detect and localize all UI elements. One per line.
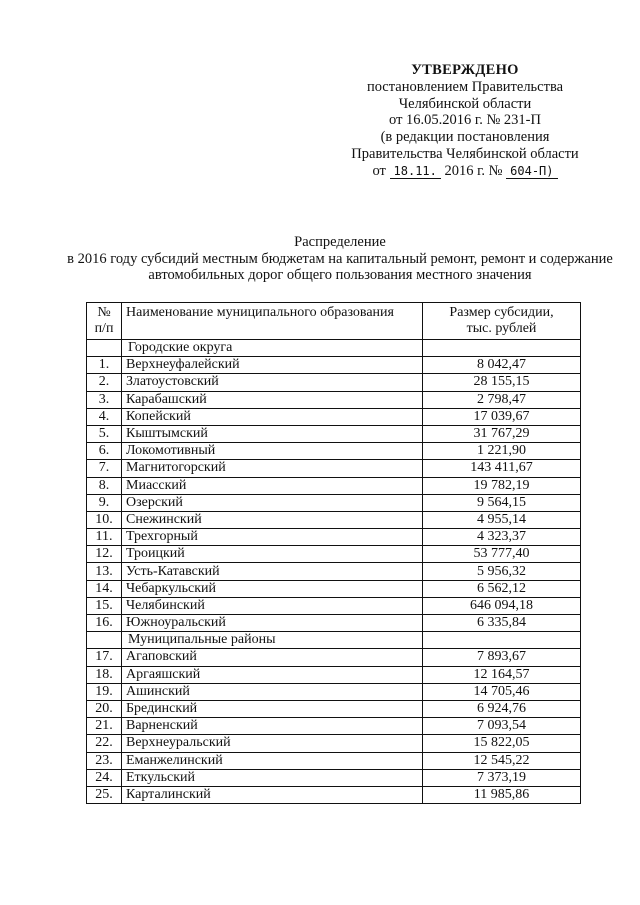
header-amount: [423, 303, 581, 340]
row-name: Миасский: [122, 477, 423, 494]
table-row: [87, 700, 581, 717]
subsidy-table: [86, 302, 581, 804]
row-name: Магнитогорский: [122, 460, 423, 477]
from-prefix: от: [372, 162, 386, 179]
row-amount: 2 798,47: [423, 391, 581, 408]
table-row: [87, 443, 581, 460]
row-number: 17.: [87, 649, 122, 666]
row-name: Ашинский: [122, 683, 423, 700]
row-amount: 6 562,12: [423, 580, 581, 597]
row-number: 23.: [87, 752, 122, 769]
table-row: [87, 391, 581, 408]
table-row: [87, 494, 581, 511]
approval-edit-line: [330, 163, 600, 180]
section-label: Муниципальные районы: [122, 632, 423, 649]
table-header-row: [87, 303, 581, 340]
row-amount: 15 822,05: [423, 735, 581, 752]
row-amount: 7 373,19: [423, 769, 581, 786]
row-name: Карабашский: [122, 391, 423, 408]
handwritten-date: 18.11.: [390, 165, 441, 179]
table-row: [87, 460, 581, 477]
row-number: 4.: [87, 408, 122, 425]
row-number: 2.: [87, 374, 122, 391]
heading-subtitle: в 2016 году субсидий местным бюджетам на капитальный ремонт, ремонт и содержание автомобильных дорог общего пользования местного значения: [67, 250, 613, 284]
table-row: [87, 357, 581, 374]
row-name: Копейский: [122, 408, 423, 425]
table-row: [87, 718, 581, 735]
section-row-districts: [87, 632, 581, 649]
row-number: 15.: [87, 597, 122, 614]
row-number: 16.: [87, 615, 122, 632]
document-heading: [60, 234, 620, 284]
row-name: Озерский: [122, 494, 423, 511]
approval-line: постановлением Правительства: [366, 78, 564, 95]
row-amount: 31 767,29: [423, 425, 581, 442]
row-name: Златоустовский: [122, 374, 423, 391]
row-name: Верхнеуфалейский: [122, 357, 423, 374]
row-name: Варненский: [122, 718, 423, 735]
row-name: Трехгорный: [122, 529, 423, 546]
row-name: Брединский: [122, 700, 423, 717]
year-part: 2016 г. №: [444, 162, 503, 179]
row-name: Еткульский: [122, 769, 423, 786]
header-number-line2: п/п: [94, 321, 114, 336]
row-number: 5.: [87, 425, 122, 442]
row-name: Аргаяшский: [122, 666, 423, 683]
row-amount: 28 155,15: [423, 374, 581, 391]
table-row: [87, 786, 581, 803]
row-name: Кыштымский: [122, 425, 423, 442]
row-amount: 11 985,86: [423, 786, 581, 803]
table-row: [87, 425, 581, 442]
table-row: [87, 580, 581, 597]
row-name: Южноуральский: [122, 615, 423, 632]
table-row: [87, 477, 581, 494]
row-amount: 7 893,67: [423, 649, 581, 666]
row-amount: 14 705,46: [423, 683, 581, 700]
row-amount: 8 042,47: [423, 357, 581, 374]
row-name: Еманжелинский: [122, 752, 423, 769]
approval-line: (в редакции постановления: [380, 129, 550, 146]
row-number: 12.: [87, 546, 122, 563]
approval-line: Челябинской области: [398, 95, 532, 112]
table-row: [87, 529, 581, 546]
row-amount: 7 093,54: [423, 718, 581, 735]
row-amount: 6 924,76: [423, 700, 581, 717]
table-row: [87, 408, 581, 425]
row-amount: 53 777,40: [423, 546, 581, 563]
section-label: Городские округа: [122, 340, 423, 357]
row-number: 9.: [87, 494, 122, 511]
row-number: 21.: [87, 718, 122, 735]
row-number: 1.: [87, 357, 122, 374]
row-amount: 12 164,57: [423, 666, 581, 683]
row-number: 3.: [87, 391, 122, 408]
header-amount-line1: Размер субсидии,: [449, 305, 554, 320]
approval-line: от 16.05.2016 г. № 231-П: [389, 112, 541, 129]
table-row: [87, 735, 581, 752]
header-amount-line2: тыс. рублей: [466, 321, 537, 336]
row-amount: 19 782,19: [423, 477, 581, 494]
approval-title: УТВЕРЖДЕНО: [411, 62, 519, 78]
row-name: Агаповский: [122, 649, 423, 666]
section-row-urban: [87, 340, 581, 357]
row-name: Чебаркульский: [122, 580, 423, 597]
row-number: 18.: [87, 666, 122, 683]
table-row: [87, 374, 581, 391]
table-row: [87, 563, 581, 580]
row-amount: 1 221,90: [423, 443, 581, 460]
row-number: 13.: [87, 563, 122, 580]
row-amount: 9 564,15: [423, 494, 581, 511]
row-number: 11.: [87, 529, 122, 546]
table-row: [87, 546, 581, 563]
table-row: [87, 597, 581, 614]
row-number: 6.: [87, 443, 122, 460]
header-name: Наименование муниципального образования: [122, 303, 423, 340]
row-amount: 143 411,67: [423, 460, 581, 477]
heading-title: Распределение: [294, 234, 386, 250]
header-number-line1: №: [97, 305, 111, 320]
table-row: [87, 683, 581, 700]
row-amount: 17 039,67: [423, 408, 581, 425]
row-name: Снежинский: [122, 511, 423, 528]
row-name: Локомотивный: [122, 443, 423, 460]
row-number: 22.: [87, 735, 122, 752]
row-number: 7.: [87, 460, 122, 477]
row-number: 10.: [87, 511, 122, 528]
row-amount: 12 545,22: [423, 752, 581, 769]
table-row: [87, 752, 581, 769]
row-name: Троицкий: [122, 546, 423, 563]
row-number: 20.: [87, 700, 122, 717]
row-amount: 6 335,84: [423, 615, 581, 632]
row-amount: 5 956,32: [423, 563, 581, 580]
row-amount: 646 094,18: [423, 597, 581, 614]
table-row: [87, 649, 581, 666]
row-name: Усть-Катавский: [122, 563, 423, 580]
row-number: 25.: [87, 786, 122, 803]
row-number: 24.: [87, 769, 122, 786]
table-row: [87, 615, 581, 632]
row-name: Челябинский: [122, 597, 423, 614]
row-number: 14.: [87, 580, 122, 597]
table-row: [87, 666, 581, 683]
table-row: [87, 511, 581, 528]
row-amount: 4 955,14: [423, 511, 581, 528]
row-name: Верхнеуральский: [122, 735, 423, 752]
handwritten-number: 604-П): [506, 165, 557, 179]
approval-line: Правительства Челябинской области: [351, 145, 579, 162]
header-number: [87, 303, 122, 340]
table-row: [87, 769, 581, 786]
row-amount: 4 323,37: [423, 529, 581, 546]
row-number: 19.: [87, 683, 122, 700]
row-name: Карталинский: [122, 786, 423, 803]
row-number: 8.: [87, 477, 122, 494]
approval-block: [330, 62, 600, 180]
